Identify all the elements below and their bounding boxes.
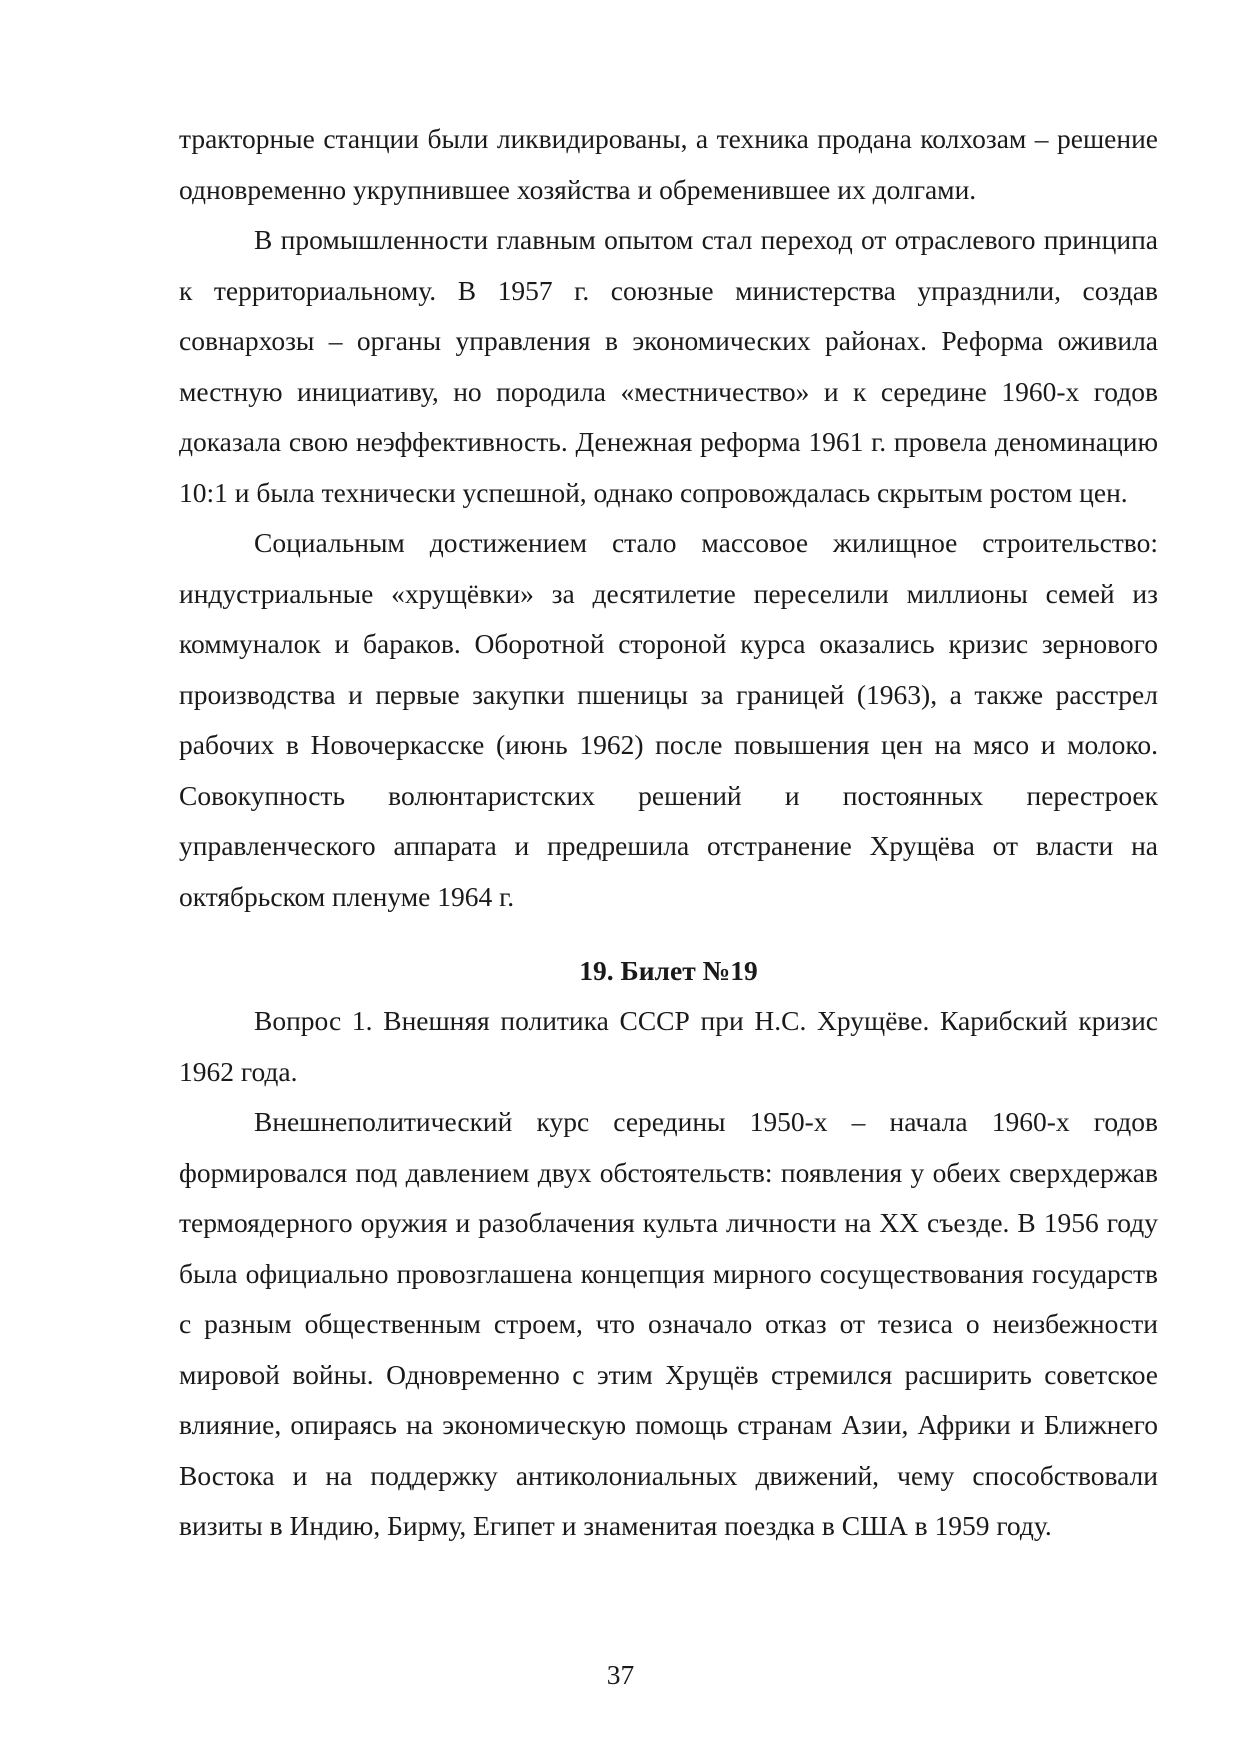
section-heading: 19. Билет №19	[579, 955, 758, 986]
document-page	[179, 114, 1158, 1552]
paragraph-social: Социальным достижением стало массовое жилищное строительство: индустриальные «хрущёвки» за десятилетие переселили миллионы семей из коммуналок и бараков. Оборотной стороной курса оказались кризис зернового производства и первые закупки пшеницы за границей (1963), а также расстрел рабочих в Новочеркасске (июнь 1962) после повышения цен на мясо и молоко. Совокупность волюнтаристских решений и постоянных перестроек управленческого аппарата и предрешила отстранение Хрущёва от власти на октябрьском пленуме 1964 г.	[179, 527, 1158, 912]
paragraph-foreign-policy: Внешнеполитический курс середины 1950-х – начала 1960-х годов формировался под давлением двух обстоятельств: появления у обеих сверхдержав термоядерного оружия и разоблачения культа личности на XX съезде. В 1956 году была официально провозглашена концепция мирного сосуществования государств с разным общественным строем, что означало отказ от тезиса о неизбежности мировой войны. Одновременно с этим Хрущёв стремился расширить советское влияние, опираясь на экономическую помощь странам Азии, Африки и Ближнего Востока и на поддержку антиколониальных движений, чему способствовали визиты в Индию, Бирму, Египет и знаменитая поездка в США в 1959 году.	[179, 1106, 1158, 1541]
page-number: 37	[606, 1659, 635, 1690]
question-text: Вопрос 1. Внешняя политика СССР при Н.С. Хрущёве. Карибский кризис 1962 года.	[179, 1005, 1158, 1087]
paragraph-continuation: тракторные станции были ликвидированы, а техника продана колхозам – решение одновременно укрупнившее хозяйства и обременившее их долгами.	[179, 123, 1158, 205]
paragraph-industry: В промышленности главным опытом стал переход от отраслевого принципа к территориальному. В 1957 г. союзные министерства упразднили, создав совнархозы – органы управления в экономических районах. Реформа оживила местную инициативу, но породила «местничество» и к середине 1960-х годов доказала свою неэффективность. Денежная реформа 1961 г. провела деноминацию 10:1 и была технически успешной, однако сопровождалась скрытым ростом цен.	[179, 224, 1158, 508]
